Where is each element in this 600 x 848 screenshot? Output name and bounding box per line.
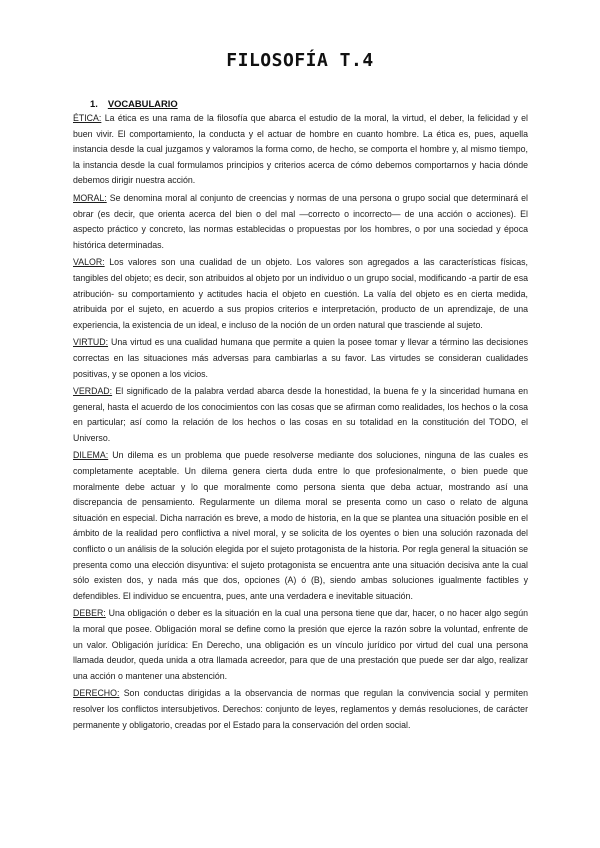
term-verdad: VERDAD: (73, 386, 113, 397)
page-title: FILOSOFÍA T.4 (226, 50, 374, 71)
section-label: VOCABULARIO (107, 98, 178, 109)
definition-etica: La ética es una rama de la filosofía que abarca el estudio de la moral, la virtud, el deber, la felicidad y el buen vivir. El comportamiento, la conducta y el actuar de hombre en cuanto hombre. La ética es, pues, aquella instancia desde la cual juzgamos y valoramos la forma como, de hecho, se comporta el hombre y, al mismo tiempo, la instancia desde la cual formulamos principios y criterios acerca de cómo debemos comportarnos y hacia dónde debemos dirigir nuestra acción. (73, 113, 528, 186)
term-etica: ÉTICA: (73, 113, 102, 123)
entry-derecho (73, 686, 528, 733)
entry-moral (73, 191, 528, 253)
definition-verdad: El significado de la palabra verdad abarca desde la honestidad, la buena fe y la sinceridad humana en general, hasta el acuerdo de los conocimientos con las cosas que se afirman como realidades, los hechos o la cosa en particular; así como la relación de los hechos o las cosas en su totalidad en la constitución del TODO, el Universo. (73, 386, 528, 443)
definition-derecho: Son conductas dirigidas a la observancia de normas que regulan la convivencia social y permiten resolver los conflictos intersubjetivos. Derechos: conjunto de leyes, reglamentos y demás resoluciones, de carácter permanente y obligatorio, creadas por el Estado para la conservación del orden social. (73, 688, 528, 730)
section-number: 1. (90, 98, 98, 109)
term-valor: VALOR: (73, 257, 105, 268)
definition-dilema: Un dilema es un problema que puede resolverse mediante dos soluciones, ninguna de las cuales es completamente aceptable. Un dilema genera cierta duda entre lo que profesionalmente, o bien puede que moralmente debe actuar y lo que moralmente como persona sienta que deba actuar, mostrando así una discrepancia de pensamiento. Regularmente un dilema moral se presenta como un caso o relato de alguna situación en especial. Dicha narración es breve, a modo de historia, en la que se plantea una situación posible en el ámbito de la realidad pero conflictiva a nivel moral, y se solicita de los oyentes o bien una solución razonada del conflicto o un análisis de la solución elegida por el sujeto protagonista de la historia. Por regla general la situación se presenta como una elección disyuntiva: el sujeto protagonista se encuentra ante una situación decisiva ante la cual sólo existen dos, y nada más que dos, opciones (A) ó (B), siendo ambas soluciones igualmente factibles y defendibles. El individuo se encuentra, pues, ante una verdadera e inevitable situación. (73, 450, 528, 601)
entry-virtud (73, 335, 528, 382)
term-deber: DEBER: (73, 608, 106, 619)
entry-dilema (73, 448, 528, 604)
definition-moral: Se denomina moral al conjunto de creencias y normas de una persona o grupo social que determinará el obrar (es decir, que orienta acerca del bien o del mal —correcto o incorrecto— de una acción o acciones). El aspecto práctico y concreto, las normas establecidas o propuestas por los hombres, o por una sociedad y época histórica determinadas. (73, 192, 528, 250)
entry-valor (73, 255, 528, 333)
entry-verdad (73, 384, 528, 446)
term-virtud: VIRTUD: (73, 337, 109, 348)
definition-virtud: Una virtud es una cualidad humana que permite a quien la posee tomar y llevar a término las decisiones correctas en las situaciones más adversas para cambiarlas a su favor. Las virtudes se consideran cualidades positivas, y se oponen a los vicios. (73, 337, 528, 379)
term-moral: MORAL: (73, 192, 107, 203)
term-derecho: DERECHO: (73, 688, 120, 699)
definition-deber: Una obligación o deber es la situación en la cual una persona tiene que dar, hacer, o no hacer algo según la moral que posee. Obligación moral se define como la presión que ejerce la razón sobre la voluntad, enfrente de un valor. Obligación jurídica: En Derecho, una obligación es un vínculo jurídico por virtud del cual una persona llamada deudor, queda unida a otra llamada acreedor, para que de una prestación que puede ser dar algo, realizar una acción o mantener una abstención. (73, 608, 528, 681)
term-dilema: DILEMA: (73, 450, 109, 461)
entry-etica (73, 111, 528, 189)
definition-valor: Los valores son una cualidad de un objeto. Los valores son agregados a las características físicas, tangibles del objeto; es decir, son atribuidos al objeto por un individuo o un grupo social, modificando -a partir de esa atribución- su comportamiento y actitudes hacia el objeto en cuestión. La valía del objeto es en cierta medida, atribuida por el sujeto, en acuerdo a sus propios criterios e interpretación, producto de un aprendizaje, de una experiencia, la existencia de un ideal, e incluso de la noción de un orden natural que trasciende al sujeto. (73, 257, 528, 330)
section-heading (90, 98, 178, 109)
vocabulary-list (73, 111, 528, 735)
entry-deber (73, 606, 528, 684)
